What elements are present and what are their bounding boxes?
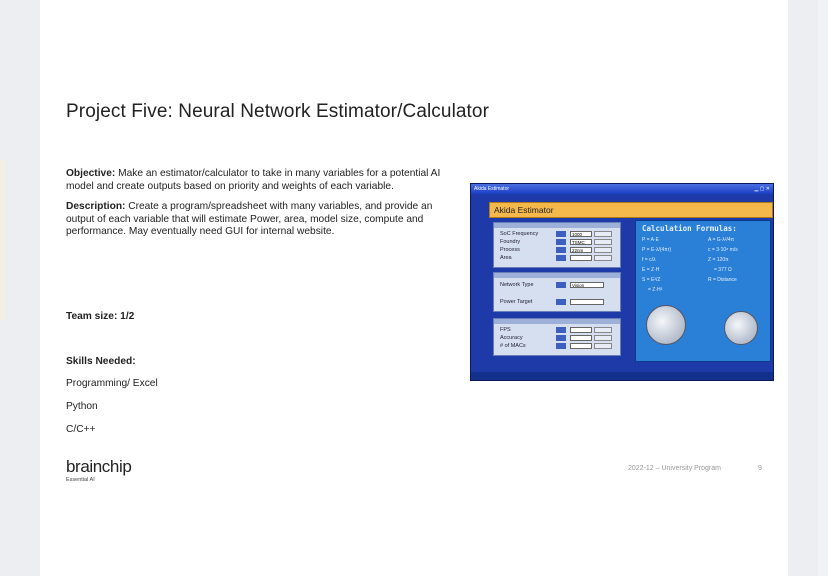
team-size: Team size: 1/2 bbox=[66, 311, 135, 322]
panel-header bbox=[494, 223, 620, 228]
estimator-screenshot bbox=[470, 183, 774, 381]
panel-header bbox=[494, 273, 620, 278]
input-tag bbox=[556, 282, 566, 288]
input-tag bbox=[556, 239, 566, 245]
output-label: # of MACs bbox=[500, 343, 526, 349]
skill-item: Programming/ Excel bbox=[66, 378, 158, 389]
slide-body bbox=[66, 168, 458, 247]
objective-text: Make an estimator/calculator to take in many variables for a potential AI model and create outputs based on priority and weights of each variable. bbox=[66, 168, 441, 192]
input-label: Area bbox=[500, 255, 512, 261]
unit-select[interactable] bbox=[594, 255, 612, 261]
screenshot-statusbar bbox=[471, 372, 773, 380]
skills-heading: Skills Needed: bbox=[66, 356, 136, 367]
description-label: Description: bbox=[66, 201, 126, 213]
input-tag bbox=[556, 255, 566, 261]
antenna-dish-icon bbox=[646, 305, 686, 345]
slide-title: Project Five: Neural Network Estimator/Calculator bbox=[66, 101, 490, 122]
slide bbox=[40, 0, 788, 576]
input-field[interactable]: TSMC bbox=[570, 239, 592, 245]
panel-header bbox=[494, 319, 620, 324]
output-label: Accuracy bbox=[500, 335, 523, 341]
unit-select[interactable] bbox=[594, 343, 612, 349]
formulas-panel bbox=[635, 220, 771, 362]
formula-line: f = c/λ bbox=[642, 257, 656, 263]
unit-select[interactable] bbox=[594, 247, 612, 253]
description-paragraph bbox=[66, 201, 458, 239]
unit-select[interactable] bbox=[594, 335, 612, 341]
input-field[interactable]: 22nm bbox=[570, 247, 592, 253]
input-tag bbox=[556, 299, 566, 305]
objective-paragraph bbox=[66, 168, 458, 193]
skill-item: C/C++ bbox=[66, 424, 96, 435]
outputs-panel bbox=[493, 318, 621, 356]
unit-select[interactable] bbox=[594, 239, 612, 245]
input-field[interactable]: 1000 bbox=[570, 231, 592, 237]
formula-line: P = A·E bbox=[642, 237, 660, 243]
input-label: Foundry bbox=[500, 239, 521, 245]
input-field[interactable] bbox=[570, 255, 592, 261]
unit-select[interactable] bbox=[594, 327, 612, 333]
window-controls-icon: ▁ ▢ ✕ bbox=[754, 186, 770, 192]
input-tag bbox=[556, 247, 566, 253]
antenna-dish-icon bbox=[724, 311, 758, 345]
formula-line: P = E·λ/(4πr) bbox=[642, 247, 672, 253]
input-tag bbox=[556, 231, 566, 237]
inputs-panel bbox=[493, 222, 621, 268]
output-tag bbox=[556, 343, 566, 349]
formula-line: c = 3·10⁸ m/s bbox=[708, 247, 738, 253]
footer-text: 2022-12 – University Program bbox=[628, 465, 721, 472]
input-label: Process bbox=[500, 247, 520, 253]
page-number: 9 bbox=[758, 465, 762, 472]
brainchip-logo: brainchip bbox=[66, 457, 132, 476]
output-field bbox=[570, 327, 592, 333]
input-label: SoC Frequency bbox=[500, 231, 539, 237]
formula-line: A = G·λ²/4π bbox=[708, 237, 735, 243]
power-target-label: Power Target bbox=[500, 299, 533, 305]
logo-tagline: Essential AI bbox=[66, 477, 95, 483]
formula-line: R = Distance bbox=[708, 277, 737, 283]
formulas-title: Calculation Formulas: bbox=[642, 224, 737, 233]
objective-label: Objective: bbox=[66, 168, 116, 179]
screenshot-titlebar: Akida Estimator bbox=[471, 184, 773, 194]
description-text: Create a program/spreadsheet with many variables, and provide an output of each variable that will estimate Power, area, model size, compute and performance. May eventually need GUI for internal website. bbox=[66, 201, 433, 238]
output-field bbox=[570, 343, 592, 349]
network-panel bbox=[493, 272, 621, 312]
output-tag bbox=[556, 335, 566, 341]
estimator-banner: Akida Estimator bbox=[489, 202, 773, 218]
right-edge-sliver bbox=[818, 0, 828, 576]
formula-line: S = E²/Z bbox=[642, 277, 661, 283]
unit-select[interactable] bbox=[594, 231, 612, 237]
network-type-label: Network Type bbox=[500, 282, 534, 288]
output-label: FPS bbox=[500, 327, 511, 333]
network-type-select[interactable]: Vision bbox=[570, 282, 604, 288]
formula-line: Z = 120π bbox=[708, 257, 729, 263]
formula-line: = Z·H² bbox=[648, 287, 663, 293]
formula-line: = 377 Ω bbox=[714, 267, 732, 273]
formula-line: E = Z·H bbox=[642, 267, 660, 273]
output-tag bbox=[556, 327, 566, 333]
left-edge-sliver bbox=[0, 160, 6, 320]
power-target-field[interactable] bbox=[570, 299, 604, 305]
output-field bbox=[570, 335, 592, 341]
skill-item: Python bbox=[66, 401, 98, 412]
